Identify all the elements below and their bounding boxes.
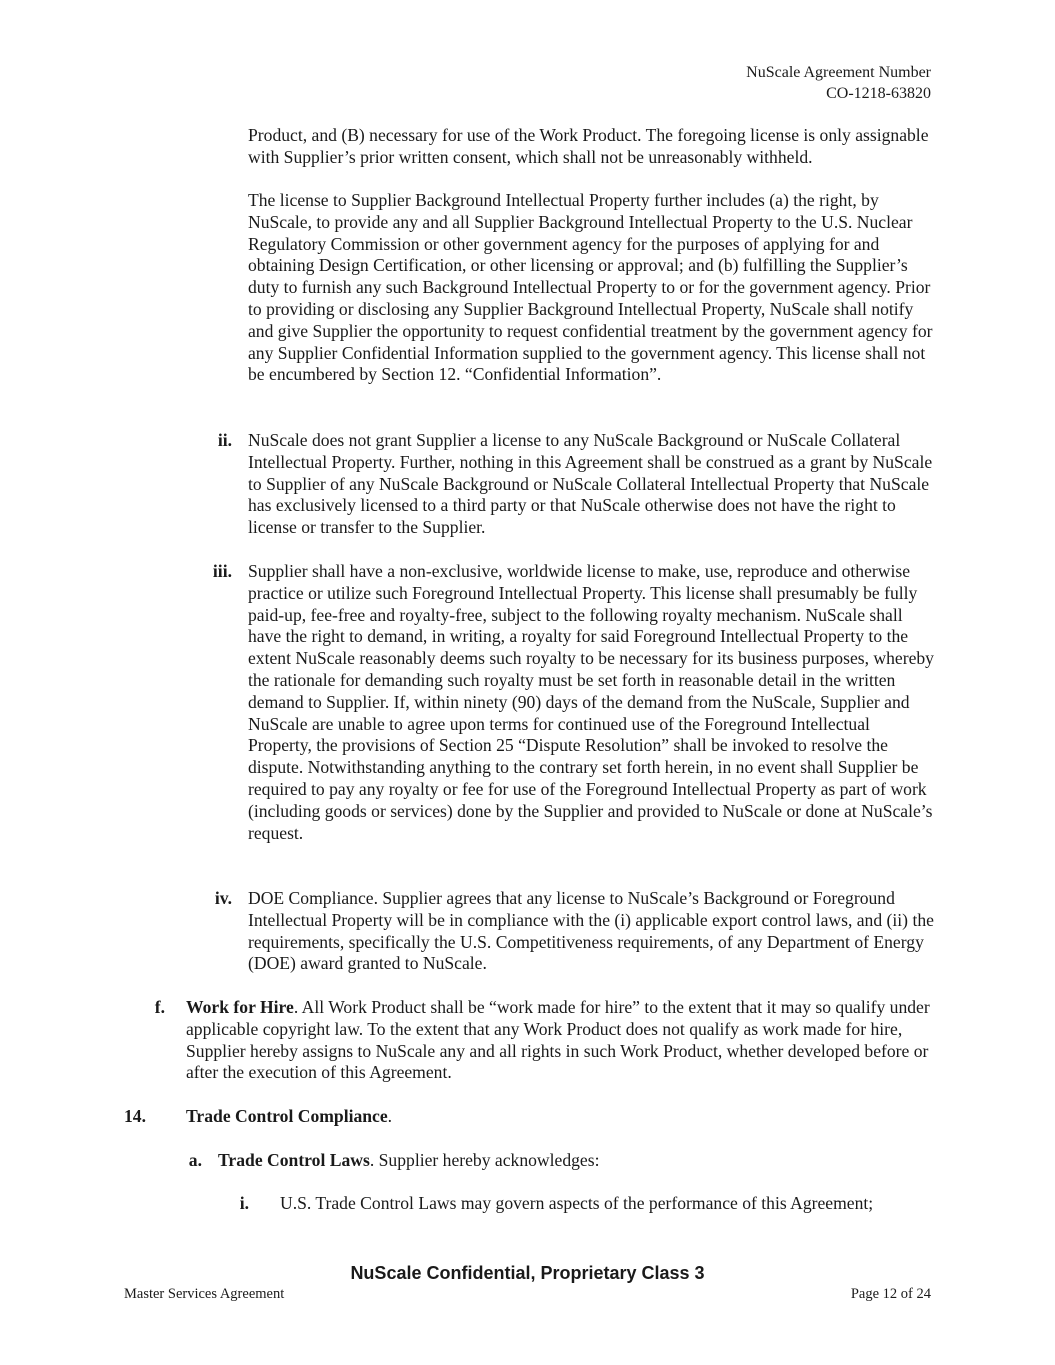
- footer-doc-title: Master Services Agreement: [124, 1286, 285, 1302]
- list-item-iii: Supplier shall have a non-exclusive, worldwide license to make, use, reproduce and otherwise practice or utilize such Foreground Intellectual Property. This license shall presumably be fully paid-up, fee-free and royalty-free, subject to the following royalty mechanism. NuScale shall have the right to demand, in writing, a royalty for said Foreground Intellectual Property to the extent NuScale reasonably deems such royalty to be necessary for its business purposes, whereby the rationale for demanding such royalty must be set forth in reasonable detail in the written demand to Supplier. If, within ninety (90) days of the demand from the NuScale, Supplier and NuScale are unable to agree upon terms for continued use of the Foreground Intellectual Property, the provisions of Section 25 “Dispute Resolution” shall be invoked to resolve the dispute. Notwithstanding anything to the contrary set forth herein, in no event shall Supplier be required to pay any royalty or fee for use of the Foreground Intellectual Property as part of work (including goods or services) done by the Supplier and provided to NuScale or done at NuScale’s request.: [248, 561, 934, 843]
- list-marker-i: i.: [239, 1193, 249, 1213]
- page-header: [746, 62, 931, 104]
- list-item-a: [218, 1150, 938, 1172]
- list-item-iv: DOE Compliance. Supplier agrees that any license to NuScale’s Background or Foreground Intellectual Property will be in compliance with the (i) applicable export control laws, and (ii) the requirements, specifically the U.S. Competitiveness requirements, of any Department of Energy (DOE) award granted to NuScale.: [248, 888, 934, 974]
- trade-control-laws-title: Trade Control Laws: [218, 1150, 370, 1170]
- page-number: Page 12 of 24: [850, 1286, 931, 1302]
- list-item-i: U.S. Trade Control Laws may govern aspects of the performance of this Agreement;: [280, 1193, 874, 1213]
- section-14-number: 14.: [124, 1106, 146, 1126]
- list-marker-iii: iii.: [212, 561, 232, 581]
- list-marker-ii: ii.: [217, 430, 232, 450]
- list-marker-iv: iv.: [214, 888, 232, 908]
- agreement-number: CO-1218-63820: [826, 85, 931, 102]
- agreement-number-label: NuScale Agreement Number: [746, 64, 931, 81]
- work-for-hire-text: . All Work Product shall be “work made for hire” to the extent that it may so qualify under applicable copyright law. To the extent that any Work Product does not qualify as work made for hire, Supplier hereby assigns to NuScale any and all rights in such Work Product, whether developed before or after the execution of this Agreement.: [186, 997, 930, 1083]
- list-marker-f: f.: [154, 997, 165, 1017]
- section-14-heading: [186, 1106, 938, 1128]
- list-item-ii: NuScale does not grant Supplier a license to any NuScale Background or NuScale Collateral Intellectual Property. Further, nothing in this Agreement shall be construed as a grant by NuScale to Supplier of any NuScale Background or NuScale Collateral Intellectual Property that NuScale has exclusively licensed to a third party or that NuScale otherwise does not have the right to license or transfer to the Supplier.: [248, 430, 933, 538]
- list-item-f: [186, 997, 938, 1084]
- section-14-suffix: .: [387, 1106, 393, 1126]
- list-marker-a: a.: [188, 1150, 202, 1170]
- continuation-paragraph-1: Product, and (B) necessary for use of the Work Product. The foregoing license is only assignable with Supplier’s prior written consent, which shall not be unreasonably withheld.: [248, 125, 929, 167]
- work-for-hire-title: Work for Hire: [186, 997, 294, 1017]
- continuation-paragraph-2: The license to Supplier Background Intellectual Property further includes (a) the right, by NuScale, to provide any and all Supplier Background Intellectual Property to the U.S. Nuclear Regulatory Commission or other government agency for the purposes of applying for and obtaining Design Certification, or other licensing or approval; and (b) fulfilling the Supplier’s duty to furnish any such Background Intellectual Property to or for the government agency. Prior to providing or disclosing any Supplier Background Intellectual Property, NuScale shall notify and give Supplier the opportunity to request confidential treatment by the government agency for any Supplier Confidential Information supplied to the government agency. This license shall not be encumbered by Section 12. “Confidential Information”.: [248, 190, 933, 385]
- confidentiality-notice: NuScale Confidential, Proprietary Class 3: [350, 1263, 705, 1283]
- trade-control-laws-text: . Supplier hereby acknowledges:: [369, 1150, 600, 1170]
- section-14-title: Trade Control Compliance: [186, 1106, 388, 1126]
